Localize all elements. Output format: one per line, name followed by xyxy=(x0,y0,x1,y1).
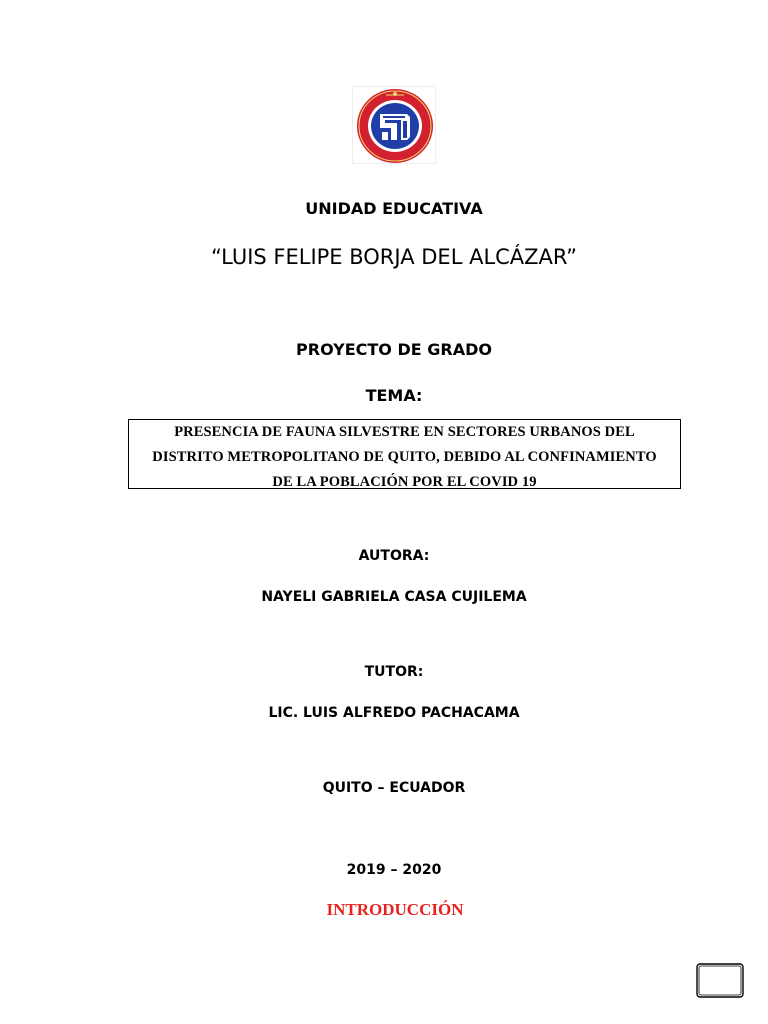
tutor-name: LIC. LUIS ALFREDO PACHACAMA xyxy=(268,705,520,721)
topic-label: TEMA: xyxy=(365,386,423,405)
author-label: AUTORA: xyxy=(358,548,430,564)
academic-years: 2019 – 2020 xyxy=(346,862,442,878)
page-counter-icon xyxy=(694,962,746,999)
topic-line: DISTRITO METROPOLITANO DE QUITO, DEBIDO AL CONFINAMIENTO xyxy=(152,449,657,465)
project-label: PROYECTO DE GRADO xyxy=(296,340,492,359)
author-name: NAYELI GABRIELA CASA CUJILEMA xyxy=(261,589,527,605)
school-logo xyxy=(352,86,436,164)
topic-box xyxy=(128,419,681,489)
school-name: “LUIS FELIPE BORJA DEL ALCÁZAR” xyxy=(210,245,578,269)
tutor-label: TUTOR: xyxy=(364,664,424,680)
school-type: UNIDAD EDUCATIVA xyxy=(305,199,483,218)
location: QUITO – ECUADOR xyxy=(322,780,466,796)
topic-line: PRESENCIA DE FAUNA SILVESTRE EN SECTORES URBANOS DEL xyxy=(174,424,635,440)
topic-line: DE LA POBLACIÓN POR EL COVID 19 xyxy=(272,474,537,490)
school-seal-icon xyxy=(355,87,435,165)
introduction-heading: INTRODUCCIÓN xyxy=(326,900,464,919)
